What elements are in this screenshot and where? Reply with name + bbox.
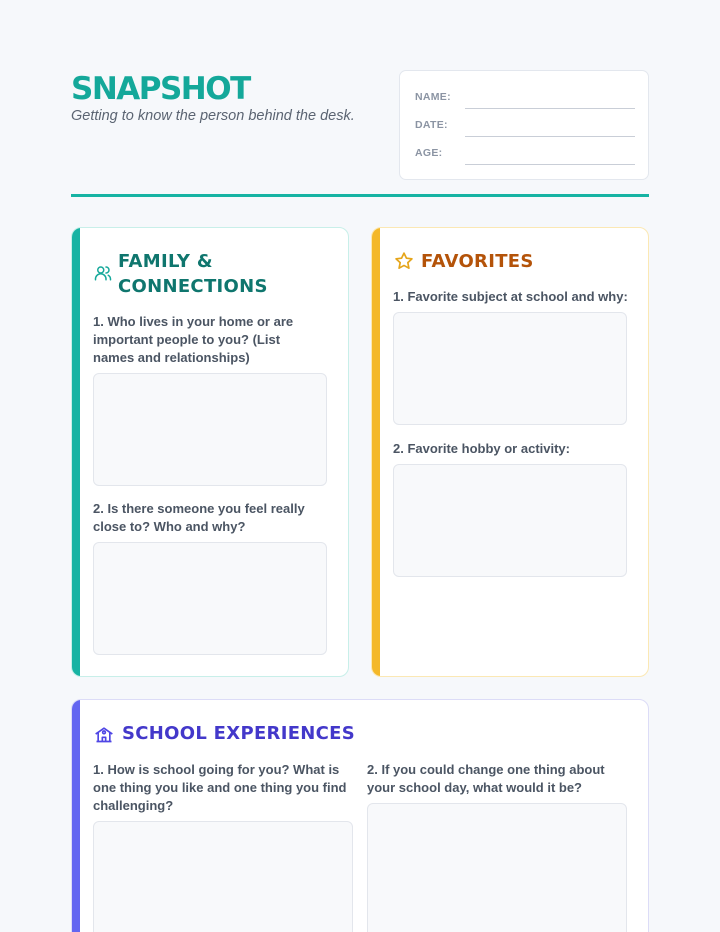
date-field[interactable] xyxy=(465,136,635,137)
name-label: NAME: xyxy=(415,91,451,103)
favorites-answer-1[interactable] xyxy=(393,312,627,425)
family-heading-line1: FAMILY & xyxy=(118,251,213,272)
school-question-1: 1. How is school going for you? What is one thing you like and one thing you find challenging? xyxy=(93,762,347,813)
family-heading-line2: CONNECTIONS xyxy=(118,276,268,297)
date-label: DATE: xyxy=(415,119,448,131)
name-row xyxy=(415,89,635,109)
age-row xyxy=(415,145,635,165)
favorites-answer-2[interactable] xyxy=(393,464,627,577)
page-title: SNAPSHOT xyxy=(71,71,250,107)
family-answer-1[interactable] xyxy=(93,373,327,486)
page-subtitle: Getting to know the person behind the desk. xyxy=(71,108,355,124)
date-row xyxy=(415,117,635,137)
name-field[interactable] xyxy=(465,108,635,109)
school-accent-bar xyxy=(72,700,80,932)
favorites-accent-bar xyxy=(372,228,380,676)
school-answer-1[interactable] xyxy=(93,821,353,932)
star-icon xyxy=(394,251,414,276)
family-heading xyxy=(118,249,268,299)
favorites-heading: FAVORITES xyxy=(421,251,534,272)
header-divider xyxy=(71,194,649,197)
age-label: AGE: xyxy=(415,147,443,159)
school-building-icon xyxy=(94,724,114,749)
family-question-1: 1. Who lives in your home or are important people to you? (List names and relationships) xyxy=(93,314,294,365)
family-accent-bar xyxy=(72,228,80,676)
age-field[interactable] xyxy=(465,164,635,165)
school-heading: SCHOOL EXPERIENCES xyxy=(122,723,356,744)
school-card xyxy=(71,699,649,932)
favorites-question-2: 2. Favorite hobby or activity: xyxy=(393,441,570,456)
family-question-2: 2. Is there someone you feel really close to? Who and why? xyxy=(93,501,305,534)
school-question-2: 2. If you could change one thing about your school day, what would it be? xyxy=(367,762,605,795)
family-card xyxy=(71,227,349,677)
favorites-card xyxy=(371,227,649,677)
school-answer-2[interactable] xyxy=(367,803,627,932)
users-icon xyxy=(94,264,112,287)
family-answer-2[interactable] xyxy=(93,542,327,655)
favorites-question-1: 1. Favorite subject at school and why: xyxy=(393,289,628,304)
student-info-box xyxy=(399,70,649,180)
